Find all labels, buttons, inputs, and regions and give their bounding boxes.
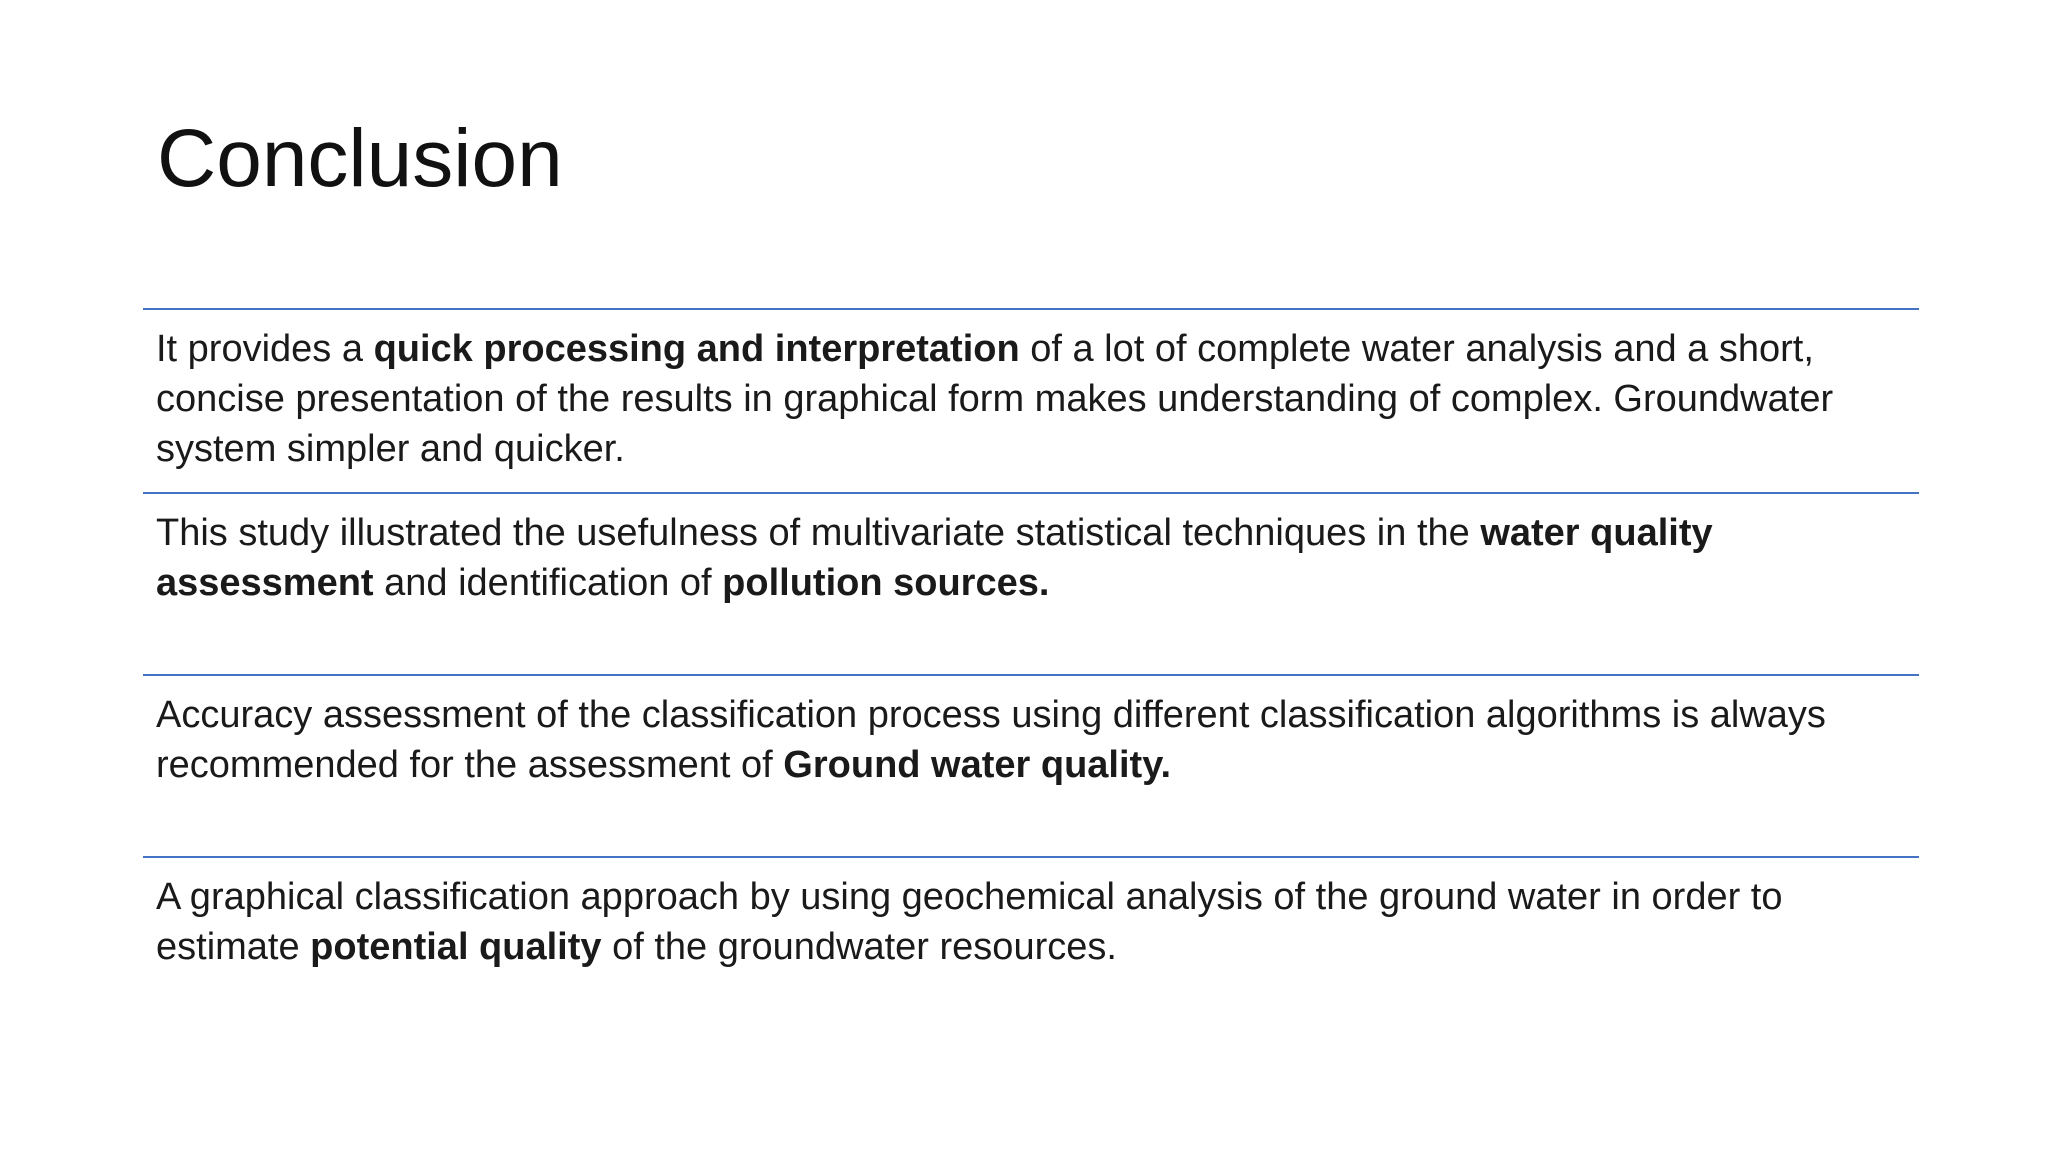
item-2-bold-1: water quality assessment: [156, 512, 1713, 604]
conclusion-list: [143, 308, 1919, 1038]
item-4-text-2: of the groundwater resources.: [601, 926, 1117, 968]
item-1-text-2: of a lot of complete water analysis and a short, concise presentation of the results in graphical form makes understanding of complex. Groundwater system simpler and quicker.: [156, 328, 1834, 470]
item-3-text-1: Accuracy assessment of the classification process using different classification algorithms is always recommended for the assessment of: [156, 694, 1826, 786]
item-3-bold-1: Ground water quality.: [783, 744, 1172, 786]
item-2-bold-2: pollution sources.: [722, 562, 1050, 604]
conclusion-item-1: [143, 308, 1919, 492]
item-4-text-1: A graphical classification approach by using geochemical analysis of the ground water in order to estimate: [156, 876, 1783, 968]
item-4-bold-1: potential quality: [310, 926, 602, 968]
item-2-text-1: This study illustrated the usefulness of multivariate statistical techniques in the: [156, 512, 1481, 554]
item-1-bold-1: quick processing and interpretation: [373, 328, 1020, 370]
conclusion-item-3: [143, 674, 1919, 856]
conclusion-item-2: [143, 492, 1919, 674]
conclusion-item-4: [143, 856, 1919, 1038]
slide-title: Conclusion: [157, 113, 563, 204]
item-2-text-2: and identification of: [373, 562, 723, 604]
item-1-text-1: It provides a: [156, 328, 374, 370]
